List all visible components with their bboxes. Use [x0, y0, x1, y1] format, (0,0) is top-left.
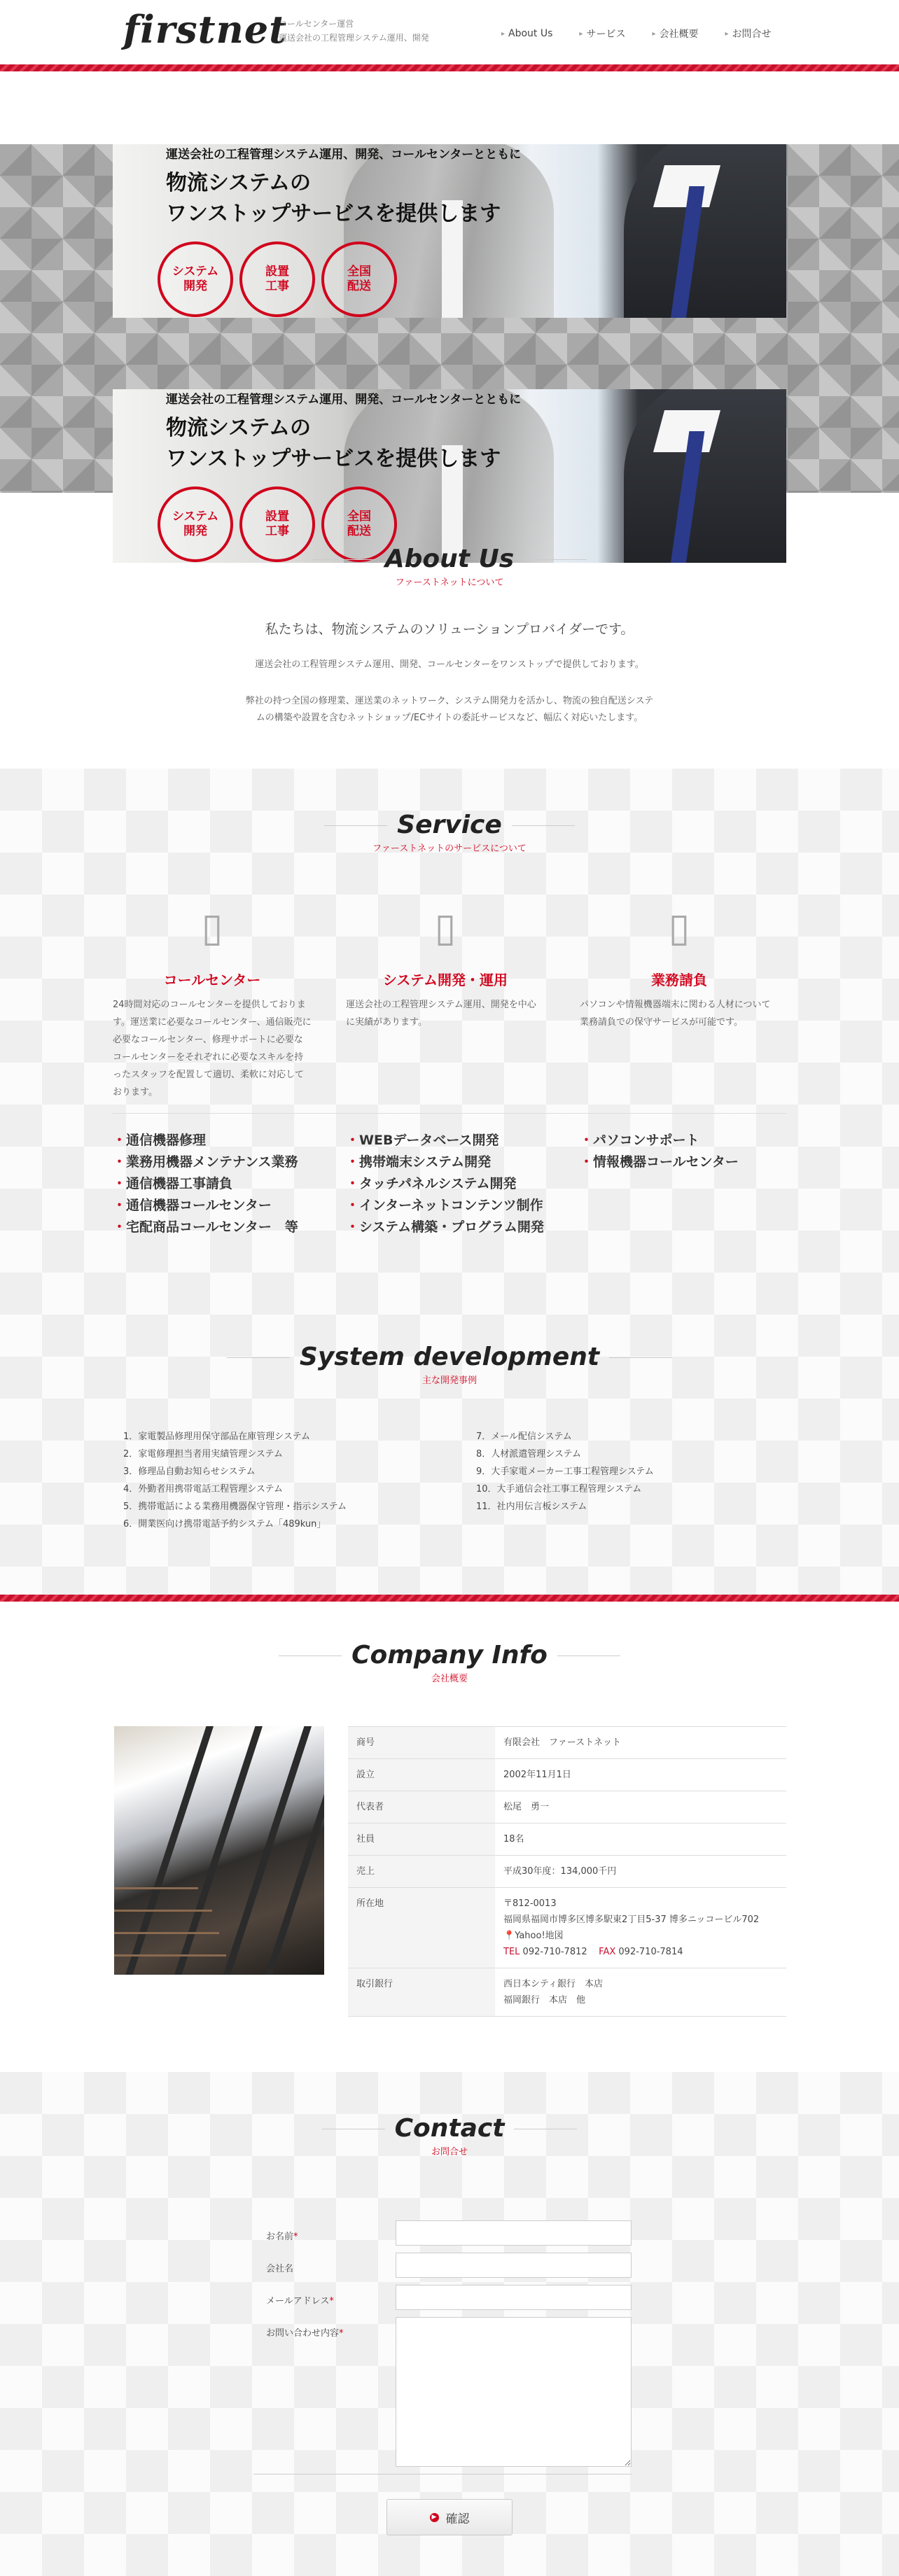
name-input[interactable]: [396, 2220, 632, 2246]
nav-contact[interactable]: ▸ お問合せ: [725, 29, 772, 40]
chevron-right-icon: ▶: [430, 2513, 439, 2522]
site-logo[interactable]: firstnet: [123, 7, 288, 52]
badge-install: 設置 工事: [239, 241, 315, 317]
people-icon: ▯: [668, 904, 690, 951]
company-title: Company Info 会社概要: [351, 1641, 548, 1684]
badge-system-dev: システム 開発: [158, 486, 233, 562]
list-item: ・ 携帯端末システム開発: [346, 1152, 556, 1173]
table-row: 代表者 松尾 勇一: [348, 1791, 786, 1823]
badge-system-dev: システム 開発: [158, 241, 233, 317]
nav-service[interactable]: ▸ サービス: [579, 29, 626, 40]
map-link[interactable]: 📍Yahoo!地図: [503, 1931, 564, 1941]
service-divider: [113, 1113, 786, 1114]
code-icon: ▯: [434, 904, 457, 951]
dev-list-left: [123, 1428, 347, 1533]
contact-title: Contact お問合せ: [394, 2114, 505, 2157]
list-item: 9．大手家電メーカー工事工程管理システム: [476, 1466, 654, 1477]
list-item: 1．家電製品修理用保守部品在庫管理システム: [123, 1432, 310, 1442]
company-info-table: [348, 1726, 786, 2017]
list-item: ・ 情報機器コールセンター: [580, 1152, 790, 1173]
table-row: 社員 18名: [348, 1823, 786, 1856]
hero-badges: [158, 241, 397, 317]
list-item: ・ 通信機器修理: [113, 1130, 323, 1152]
dev-title: System development 主な開発事例: [299, 1343, 600, 1386]
nav-company[interactable]: ▸ 会社概要: [652, 29, 699, 40]
about-title: About Us ファーストネットについて: [384, 545, 515, 588]
service-col-callcenter: ▯ コールセンター 24時間対応のコールセンターを提供しております。運送業に必要なコールセンター、通信販売に必要なコールセンター、修理サポートに必要なコールセンターをそれぞれに必要なスキルを持ったスタッフを配置して適切、柔軟に対応しております。: [113, 896, 312, 1101]
table-row: 設立 2002年11月1日: [348, 1759, 786, 1791]
table-row: 所在地 〒812-0013 福岡県福岡市博多区博多駅東2丁目5-37 博多ニッコービル702 📍Yahoo!地図 TEL 092-710-7812 FAX 092-710-7814: [348, 1888, 786, 1968]
form-row-company: 会社名: [253, 2253, 632, 2278]
header-stripe: [0, 64, 899, 71]
table-row: 商号 有限会社 ファーストネット: [348, 1727, 786, 1759]
fax-number: 092-710-7814: [618, 1947, 683, 1957]
form-row-name: お名前*: [253, 2220, 632, 2246]
nav-about[interactable]: ▸ About Us: [501, 28, 553, 39]
list-item: ・ システム構築・プログラム開発: [346, 1217, 556, 1238]
email-input[interactable]: [396, 2285, 632, 2310]
service-list-callcenter: [113, 1130, 323, 1238]
list-item: 6．開業医向け携帯電話予約システム「489kun」: [123, 1519, 326, 1530]
service-col-system: ▯ システム開発・運用 運送会社の工程管理システム運用、開発を中心に実績があります。: [346, 896, 545, 1031]
chevron-right-icon: ▸: [579, 29, 583, 38]
main-nav: [501, 27, 772, 41]
about-text-1: 運送会社の工程管理システム運用、開発、コールセンターをワンストップで提供しております。: [255, 659, 644, 670]
company-input[interactable]: [396, 2253, 632, 2278]
map-pin-icon: 📍: [503, 1931, 515, 1941]
list-item: 2．家電修理担当者用実績管理システム: [123, 1449, 283, 1460]
list-item: 4．外勤者用携帯電話工程管理システム: [123, 1484, 283, 1494]
list-item: 11．社内用伝言板システム: [476, 1502, 587, 1512]
list-item: ・ 宅配商品コールセンター 等: [113, 1217, 323, 1238]
hero-slide-2: [113, 389, 786, 563]
list-item: ・ パソコンサポート: [580, 1130, 790, 1152]
list-item: 8．人材派遣管理システム: [476, 1449, 581, 1460]
hero-subtitle: 運送会社の工程管理システム運用、開発、コールセンターとともに: [166, 393, 522, 407]
service-list-system: [346, 1130, 556, 1238]
site-tagline: コールセンター運営 運送会社の工程管理システム運用、開発: [279, 19, 429, 43]
chevron-right-icon: ▸: [725, 29, 729, 38]
service-title: Service ファーストネットのサービスについて: [372, 811, 527, 854]
library-photo: [114, 1726, 324, 1975]
badge-delivery: 全国 配送: [321, 486, 397, 562]
service-list-outsourcing: [580, 1130, 790, 1173]
table-row: 売上 平成30年度：134,000千円: [348, 1856, 786, 1888]
chevron-right-icon: ▸: [501, 29, 506, 38]
list-item: 7．メール配信システム: [476, 1432, 572, 1442]
confirm-button[interactable]: ▶ 確認: [386, 2499, 513, 2535]
about-text-2: 弊社の持つ全国の修理業、運送業のネットワーク、システム開発力を活かし、物流の独自配送システ ムの構築や設置を含むネットショップ/ECサイトの委託サービスなど、幅広く対応いたします。: [245, 696, 654, 723]
hero-heading: 物流システムの ワンストップサービスを提供します: [166, 416, 501, 471]
list-item: 10．大手通信会社工事工程管理システム: [476, 1484, 642, 1494]
message-textarea[interactable]: [396, 2317, 632, 2467]
list-item: ・ インターネットコンテンツ制作: [346, 1195, 556, 1217]
about-lead: 私たちは、物流システムのソリューションプロバイダーです。: [265, 622, 634, 637]
form-row-email: メールアドレス*: [253, 2285, 632, 2310]
badge-install: 設置 工事: [239, 486, 315, 562]
site-header: [0, 0, 899, 64]
list-item: ・ 通信機器コールセンター: [113, 1195, 323, 1217]
hero-subtitle: 運送会社の工程管理システム運用、開発、コールセンターとともに: [166, 148, 522, 162]
headset-icon: ▯: [201, 904, 223, 951]
badge-delivery: 全国 配送: [321, 241, 397, 317]
service-col-outsourcing: ▯ 業務請負 パソコンや情報機器端末に関わる人材について業務請負での保守サービスが可能です。: [580, 896, 779, 1031]
table-row: 取引銀行 西日本シティ銀行 本店 福岡銀行 本店 他: [348, 1968, 786, 2017]
chevron-right-icon: ▸: [652, 29, 656, 38]
tel-number[interactable]: 092-710-7812: [522, 1947, 587, 1957]
hero-slide-1: [113, 144, 786, 318]
list-item: ・ 通信機器工事請負: [113, 1173, 323, 1195]
list-item: 5．携帯電話による業務用機器保守管理・指示システム: [123, 1502, 347, 1512]
list-item: ・ 業務用機器メンテナンス業務: [113, 1152, 323, 1173]
form-row-message: お問い合わせ内容*: [253, 2317, 632, 2467]
dev-list-right: [476, 1428, 654, 1516]
list-item: ・ WEBデータベース開発: [346, 1130, 556, 1152]
hero-heading: 物流システムの ワンストップサービスを提供します: [166, 171, 501, 226]
section-stripe: [0, 1595, 899, 1602]
list-item: ・ タッチパネルシステム開発: [346, 1173, 556, 1195]
list-item: 3．修理品自動お知らせシステム: [123, 1466, 256, 1477]
